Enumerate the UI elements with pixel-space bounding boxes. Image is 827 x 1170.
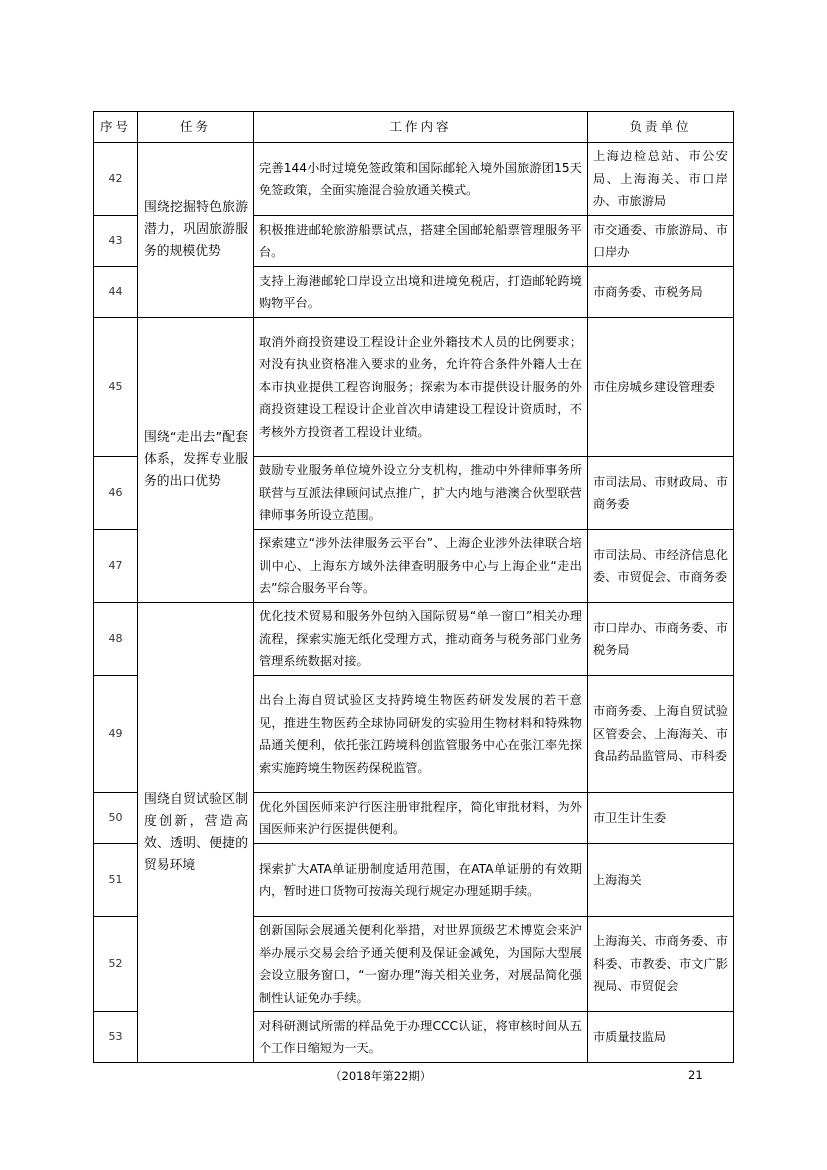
row-number: 50 [94, 793, 138, 844]
responsible-unit: 市商务委、市税务局 [588, 267, 734, 318]
responsible-unit: 市交通委、市旅游局、市口岸办 [588, 216, 734, 267]
task-cell: 围绕自贸试验区制度创新，营造高效、透明、便捷的贸易环境 [138, 603, 254, 1063]
work-content: 优化外国医师来沪行医注册审批程序，简化审批材料，为外国医师来沪行医提供便利。 [254, 793, 588, 844]
row-number: 47 [94, 530, 138, 603]
row-number: 44 [94, 267, 138, 318]
work-content: 支持上海港邮轮口岸设立出境和进境免税店，打造邮轮跨境购物平台。 [254, 267, 588, 318]
work-content: 创新国际会展通关便利化举措，对世界顶级艺术博览会来沪举办展示交易会给予通关便利及保证金减免，为国际大型展会设立服务窗口，“一窗办理”海关相关业务，对展品简化强制性认证免办手续。 [254, 917, 588, 1012]
row-number: 48 [94, 603, 138, 676]
responsible-unit: 市商务委、上海自贸试验区管委会、上海海关、市食品药品监管局、市科委 [588, 676, 734, 793]
row-number: 42 [94, 143, 138, 216]
work-content: 取消外商投资建设工程设计企业外籍技术人员的比例要求；对没有执业资格准入要求的业务，允许符合条件外籍人士在本市执业提供工程咨询服务；探索为本市提供设计服务的外商投资建设工程设计企业首次申请建设工程设计资质时，不考核外方投资者工程设计业绩。 [254, 318, 588, 457]
responsible-unit: 市质量技监局 [588, 1012, 734, 1063]
responsible-unit: 市司法局、市经济信息化委、市贸促会、市商务委 [588, 530, 734, 603]
row-number: 43 [94, 216, 138, 267]
responsible-unit: 市司法局、市财政局、市商务委 [588, 457, 734, 530]
work-content: 探索建立“涉外法律服务云平台”、上海企业涉外法律联合培训中心、上海东方域外法律查明服务中心与上海企业“走出去”综合服务平台等。 [254, 530, 588, 603]
row-number: 45 [94, 318, 138, 457]
row-number: 46 [94, 457, 138, 530]
work-content: 探索扩大ATA单证册制度适用范围，在ATA单证册的有效期内，暂时进口货物可按海关现行规定办理延期手续。 [254, 844, 588, 917]
responsible-unit: 上海边检总站、市公安局、上海海关、市口岸办、市旅游局 [588, 143, 734, 216]
work-content: 对科研测试所需的样品免于办理CCC认证，将审核时间从五个工作日缩短为一天。 [254, 1012, 588, 1063]
responsible-unit: 上海海关、市商务委、市科委、市教委、市文广影视局、市贸促会 [588, 917, 734, 1012]
task-cell: 围绕挖掘特色旅游潜力，巩固旅游服务的规模优势 [138, 143, 254, 318]
table-row [94, 318, 734, 457]
work-content: 鼓励专业服务单位境外设立分支机构，推动中外律师事务所联营与互派法律顾问试点推广，扩大内地与港澳合伙型联营律师事务所设立范围。 [254, 457, 588, 530]
responsible-unit: 市口岸办、市商务委、市税务局 [588, 603, 734, 676]
row-number: 52 [94, 917, 138, 1012]
task-table [93, 111, 734, 1063]
header-no: 序号 [94, 112, 138, 143]
header-unit: 负责单位 [588, 112, 734, 143]
table-row [94, 143, 734, 216]
row-number: 49 [94, 676, 138, 793]
work-content: 优化技术贸易和服务外包纳入国际贸易“单一窗口”相关办理流程，探索实施无纸化受理方式，推动商务与税务部门业务管理系统数据对接。 [254, 603, 588, 676]
row-number: 51 [94, 844, 138, 917]
header-task: 任务 [138, 112, 254, 143]
header-work: 工作内容 [254, 112, 588, 143]
responsible-unit: 市住房城乡建设管理委 [588, 318, 734, 457]
work-content: 完善144小时过境免签政策和国际邮轮入境外国旅游团15天免签政策，全面实施混合验放通关模式。 [254, 143, 588, 216]
responsible-unit: 上海海关 [588, 844, 734, 917]
page-footer [0, 1068, 827, 1088]
table-row [94, 603, 734, 676]
row-number: 53 [94, 1012, 138, 1063]
page-number: 21 [688, 1068, 703, 1082]
issue-label: （2018年第22期） [330, 1069, 432, 1083]
task-cell: 围绕“走出去”配套体系，发挥专业服务的出口优势 [138, 318, 254, 603]
responsible-unit: 市卫生计生委 [588, 793, 734, 844]
work-content: 积极推进邮轮旅游船票试点，搭建全国邮轮船票管理服务平台。 [254, 216, 588, 267]
table-header-row [94, 112, 734, 143]
work-content: 出台上海自贸试验区支持跨境生物医药研发发展的若干意见，推进生物医药全球协同研发的实验用生物材料和特殊物品通关便利，依托张江跨境科创监管服务中心在张江率先探索实施跨境生物医药保税监管。 [254, 676, 588, 793]
